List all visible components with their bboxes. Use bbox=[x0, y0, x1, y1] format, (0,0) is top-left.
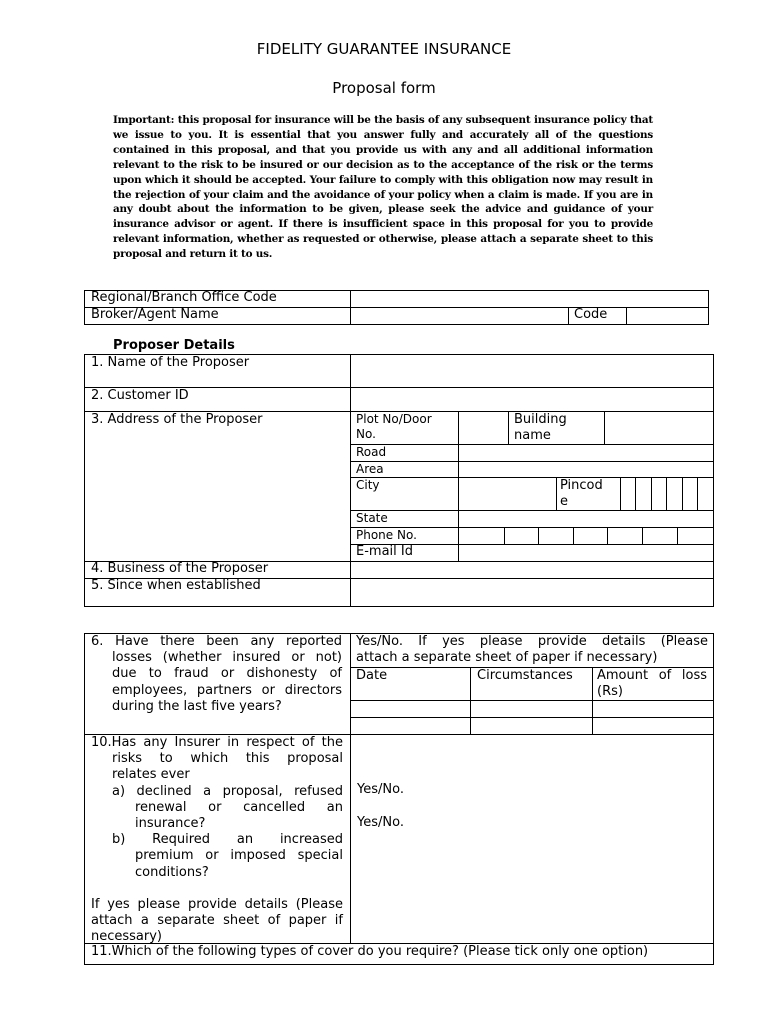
area-label: Area bbox=[356, 462, 384, 476]
pincode-label: Pincod bbox=[560, 478, 603, 493]
col-circumstances-header: Circumstances bbox=[477, 668, 573, 683]
q1-name-label: 1. Name of the Proposer bbox=[91, 355, 250, 370]
q3-address-label: 3. Address of the Proposer bbox=[91, 412, 263, 427]
email-label: E-mail Id bbox=[356, 544, 413, 559]
loss-amount-field-1[interactable] bbox=[593, 701, 713, 716]
loss-amount-field-2[interactable] bbox=[593, 718, 713, 733]
plot-field[interactable] bbox=[459, 412, 507, 443]
customer-id-field[interactable] bbox=[351, 388, 713, 410]
proposer-details-heading: Proposer Details bbox=[113, 338, 235, 353]
q6-losses-question: 6. Have there been any reported losses (whether insured or not) due to fraud or dishonesty of employees, partners or directors during the last five years? bbox=[91, 634, 342, 714]
form-subtitle: Proposal form bbox=[332, 79, 436, 97]
loss-date-field-2[interactable] bbox=[351, 718, 469, 733]
plot-label-line2: No. bbox=[356, 427, 376, 441]
q11-cover-question: 11.Which of the following types of cover do you require? (Please tick only one option) bbox=[91, 944, 649, 959]
building-label: Building bbox=[514, 412, 567, 427]
plot-label: Plot No/Door bbox=[356, 412, 432, 426]
col-date-header: Date bbox=[356, 668, 388, 683]
important-notice: Important: this proposal for insurance will be the basis of any subsequent insurance policy that we issue to you. It is essential that you answer fully and accurately all of the questions contained in this proposal, and that you provide us with any and all additional information relevant to the risk to be insured or our decision as to the acceptance of the risk or the terms upon which it should be accepted. Your failure to comply with this obligation now may result in the rejection of your claim and the avoidance of your policy when a claim is made. If you are in any doubt about the information to be given, please seek the advice and guidance of your insurance advisor or agent. If there is insufficient space in this proposal for you to provide relevant information, whether as requested or otherwise, please attach a separate sheet to this proposal and return it to us. bbox=[113, 114, 653, 261]
road-label: Road bbox=[356, 445, 387, 459]
city-label: City bbox=[356, 478, 380, 492]
building-field[interactable] bbox=[605, 412, 713, 443]
q10a-answer[interactable]: Yes/No. bbox=[357, 782, 404, 797]
pincode-field[interactable] bbox=[621, 478, 713, 509]
building-label-line2: name bbox=[514, 428, 551, 443]
city-field[interactable] bbox=[459, 478, 555, 509]
q10-insurer-question: 10.Has any Insurer in respect of the risks to which this proposal relates ever a) declined a proposal, refused renewal or cancelled an insurance? b) Required an increased premium or imposed special conditions? If yes please provide details (Please attach a separate sheet of paper if necessary) bbox=[91, 735, 343, 945]
q2-customer-id-label: 2. Customer ID bbox=[91, 388, 189, 403]
loss-date-field-1[interactable] bbox=[351, 701, 469, 716]
broker-code-field[interactable] bbox=[627, 308, 708, 324]
broker-name-label: Broker/Agent Name bbox=[91, 307, 219, 322]
area-field[interactable] bbox=[459, 462, 713, 476]
loss-circumstances-field-2[interactable] bbox=[471, 718, 591, 733]
state-label: State bbox=[356, 511, 388, 525]
established-field[interactable] bbox=[351, 579, 713, 606]
business-field[interactable] bbox=[351, 562, 713, 577]
q6-yes-no-answer: Yes/No. If yes please provide details (Please attach a separate sheet of paper if necessary) bbox=[356, 634, 708, 666]
q10b-answer[interactable]: Yes/No. bbox=[357, 815, 404, 830]
col-amount-header: Amount of loss (Rs) bbox=[597, 668, 707, 699]
state-field[interactable] bbox=[459, 511, 713, 526]
loss-circumstances-field-1[interactable] bbox=[471, 701, 591, 716]
broker-name-field[interactable] bbox=[351, 308, 567, 324]
q4-business-label: 4. Business of the Proposer bbox=[91, 561, 269, 576]
office-code-label: Regional/Branch Office Code bbox=[91, 290, 277, 305]
code-label: Code bbox=[574, 307, 608, 322]
phone-field[interactable] bbox=[459, 528, 713, 543]
pincode-label-line2: e bbox=[560, 494, 568, 509]
road-field[interactable] bbox=[459, 445, 713, 460]
phone-label: Phone No. bbox=[356, 528, 417, 542]
proposer-name-field[interactable] bbox=[351, 355, 713, 386]
form-title: FIDELITY GUARANTEE INSURANCE bbox=[256, 40, 512, 58]
q5-established-label: 5. Since when established bbox=[91, 578, 261, 593]
office-code-field[interactable] bbox=[351, 291, 708, 306]
email-field[interactable] bbox=[459, 545, 713, 560]
